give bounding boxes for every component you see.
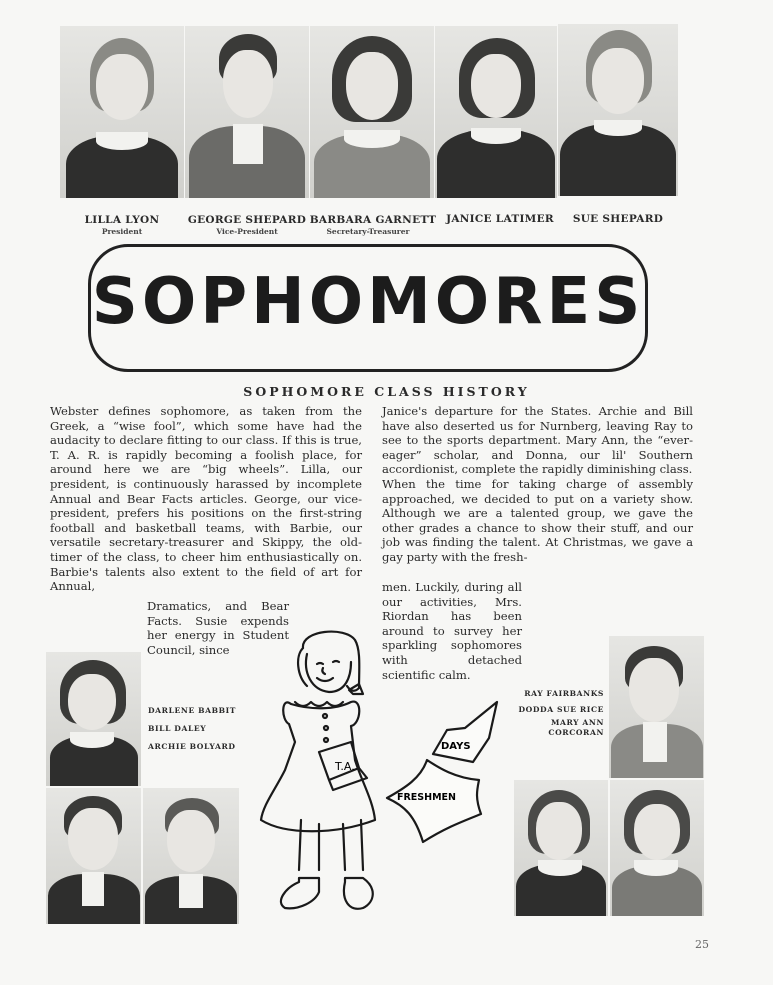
history-title: SOPHOMORE CLASS HISTORY	[243, 384, 530, 399]
freshmen-label: FRESHMEN	[397, 792, 456, 803]
history-right-text-1: Janice's departure for the States. Archie and Bill have also deserted us for Nurnberg, leaving Ray to see to the sports department. Mary Ann, the “ever-eager” scholar, and Donna, our lil' Southern accordionist, complete the rapidly diminishing class.	[382, 404, 693, 477]
portrait-ray-fairbanks	[609, 636, 704, 778]
history-right-continuation	[382, 580, 522, 682]
left-group-names	[148, 702, 236, 756]
sophomores-banner	[88, 244, 648, 372]
girl-face	[306, 654, 351, 692]
girl-hair	[298, 632, 359, 691]
portrait-mary-ann-corcoran	[610, 780, 704, 916]
officer-title: President	[101, 227, 143, 236]
page-number: 25	[695, 938, 709, 951]
girl-drawing	[255, 620, 395, 935]
banner-title: SOPHOMORES	[91, 265, 645, 339]
portrait-barbara-garnett	[310, 26, 434, 198]
officer-title: Vice-President	[216, 227, 278, 236]
portrait-bill-daley	[46, 788, 141, 924]
portrait-sue-shepard	[558, 24, 678, 196]
book-label: T.A.	[335, 760, 355, 773]
history-right-column	[382, 404, 693, 565]
days-label: DAYS	[441, 741, 471, 752]
history-right-text-2: When the time for taking charge of assembly approached, we decided to put on a variety show. Although we are a talented group, we gave the other grades a chance to show their stuff, and our job was finding the talent. At Christmas, we gave a gay party with the fresh-	[382, 476, 693, 564]
history-left-column	[50, 404, 362, 594]
portrait-george-shepard	[185, 26, 309, 198]
history-left-cont-text: Dramatics, and Bear Facts. Susie expends her energy in Student Council, since	[147, 599, 289, 657]
officer-name: SUE SHEPARD	[572, 213, 664, 225]
right-group-names	[508, 686, 604, 738]
student-name: DODDA SUE RICE	[518, 705, 604, 714]
portrait-archie-bolyard	[143, 788, 239, 924]
student-name: RAY FAIRBANKS	[524, 689, 604, 698]
history-left-text: Webster defines sophomore, as taken from the Greek, a “wise fool”, which some have had the audacity to declare fitting to our class. If this is true, T. A. R. is rapidly becoming a foolish place, for around here we are “big wheels”. Lilla, our president, is continuously harassed by incomplete Annual and Bear Facts articles. George, our vice-president, prefers his positions on the first-string football and basketball teams, with Barbie, our versatile secretary-treasurer and Skippy, the old-timer of the class, to cheer him enthusiastically on. Barbie's talents also extent to the field of art for Annual,	[50, 404, 362, 594]
history-right-cont-text: men. Luckily, during all our activities, Mrs. Riordan has been around to survey her sparkling sophomores with detached scientific calm.	[382, 580, 522, 682]
portrait-lilla-lyon	[60, 26, 184, 198]
right-shoe	[344, 878, 373, 909]
student-name: MARY ANN CORCORAN	[548, 718, 604, 737]
student-name: DARLENE BABBIT	[148, 706, 237, 715]
student-name: BILL DALEY	[148, 724, 207, 733]
left-shoe	[281, 878, 319, 908]
days-arrow-shape	[433, 702, 497, 762]
portrait-darlene-babbit	[46, 652, 141, 786]
arrows-drawing	[385, 698, 505, 848]
officer-name: JANICE LATIMER	[446, 213, 554, 225]
officer-title: Secretary-Treasurer	[326, 227, 410, 236]
officer-name: BARBARA GARNETT	[309, 214, 437, 226]
officer-name: GEORGE SHEPARD	[187, 214, 307, 226]
student-name: ARCHIE BOLYARD	[148, 742, 236, 751]
officer-name: LILLA LYON	[84, 214, 160, 226]
portrait-janice-latimer	[435, 26, 557, 198]
portrait-dodda-sue-rice	[514, 780, 608, 916]
